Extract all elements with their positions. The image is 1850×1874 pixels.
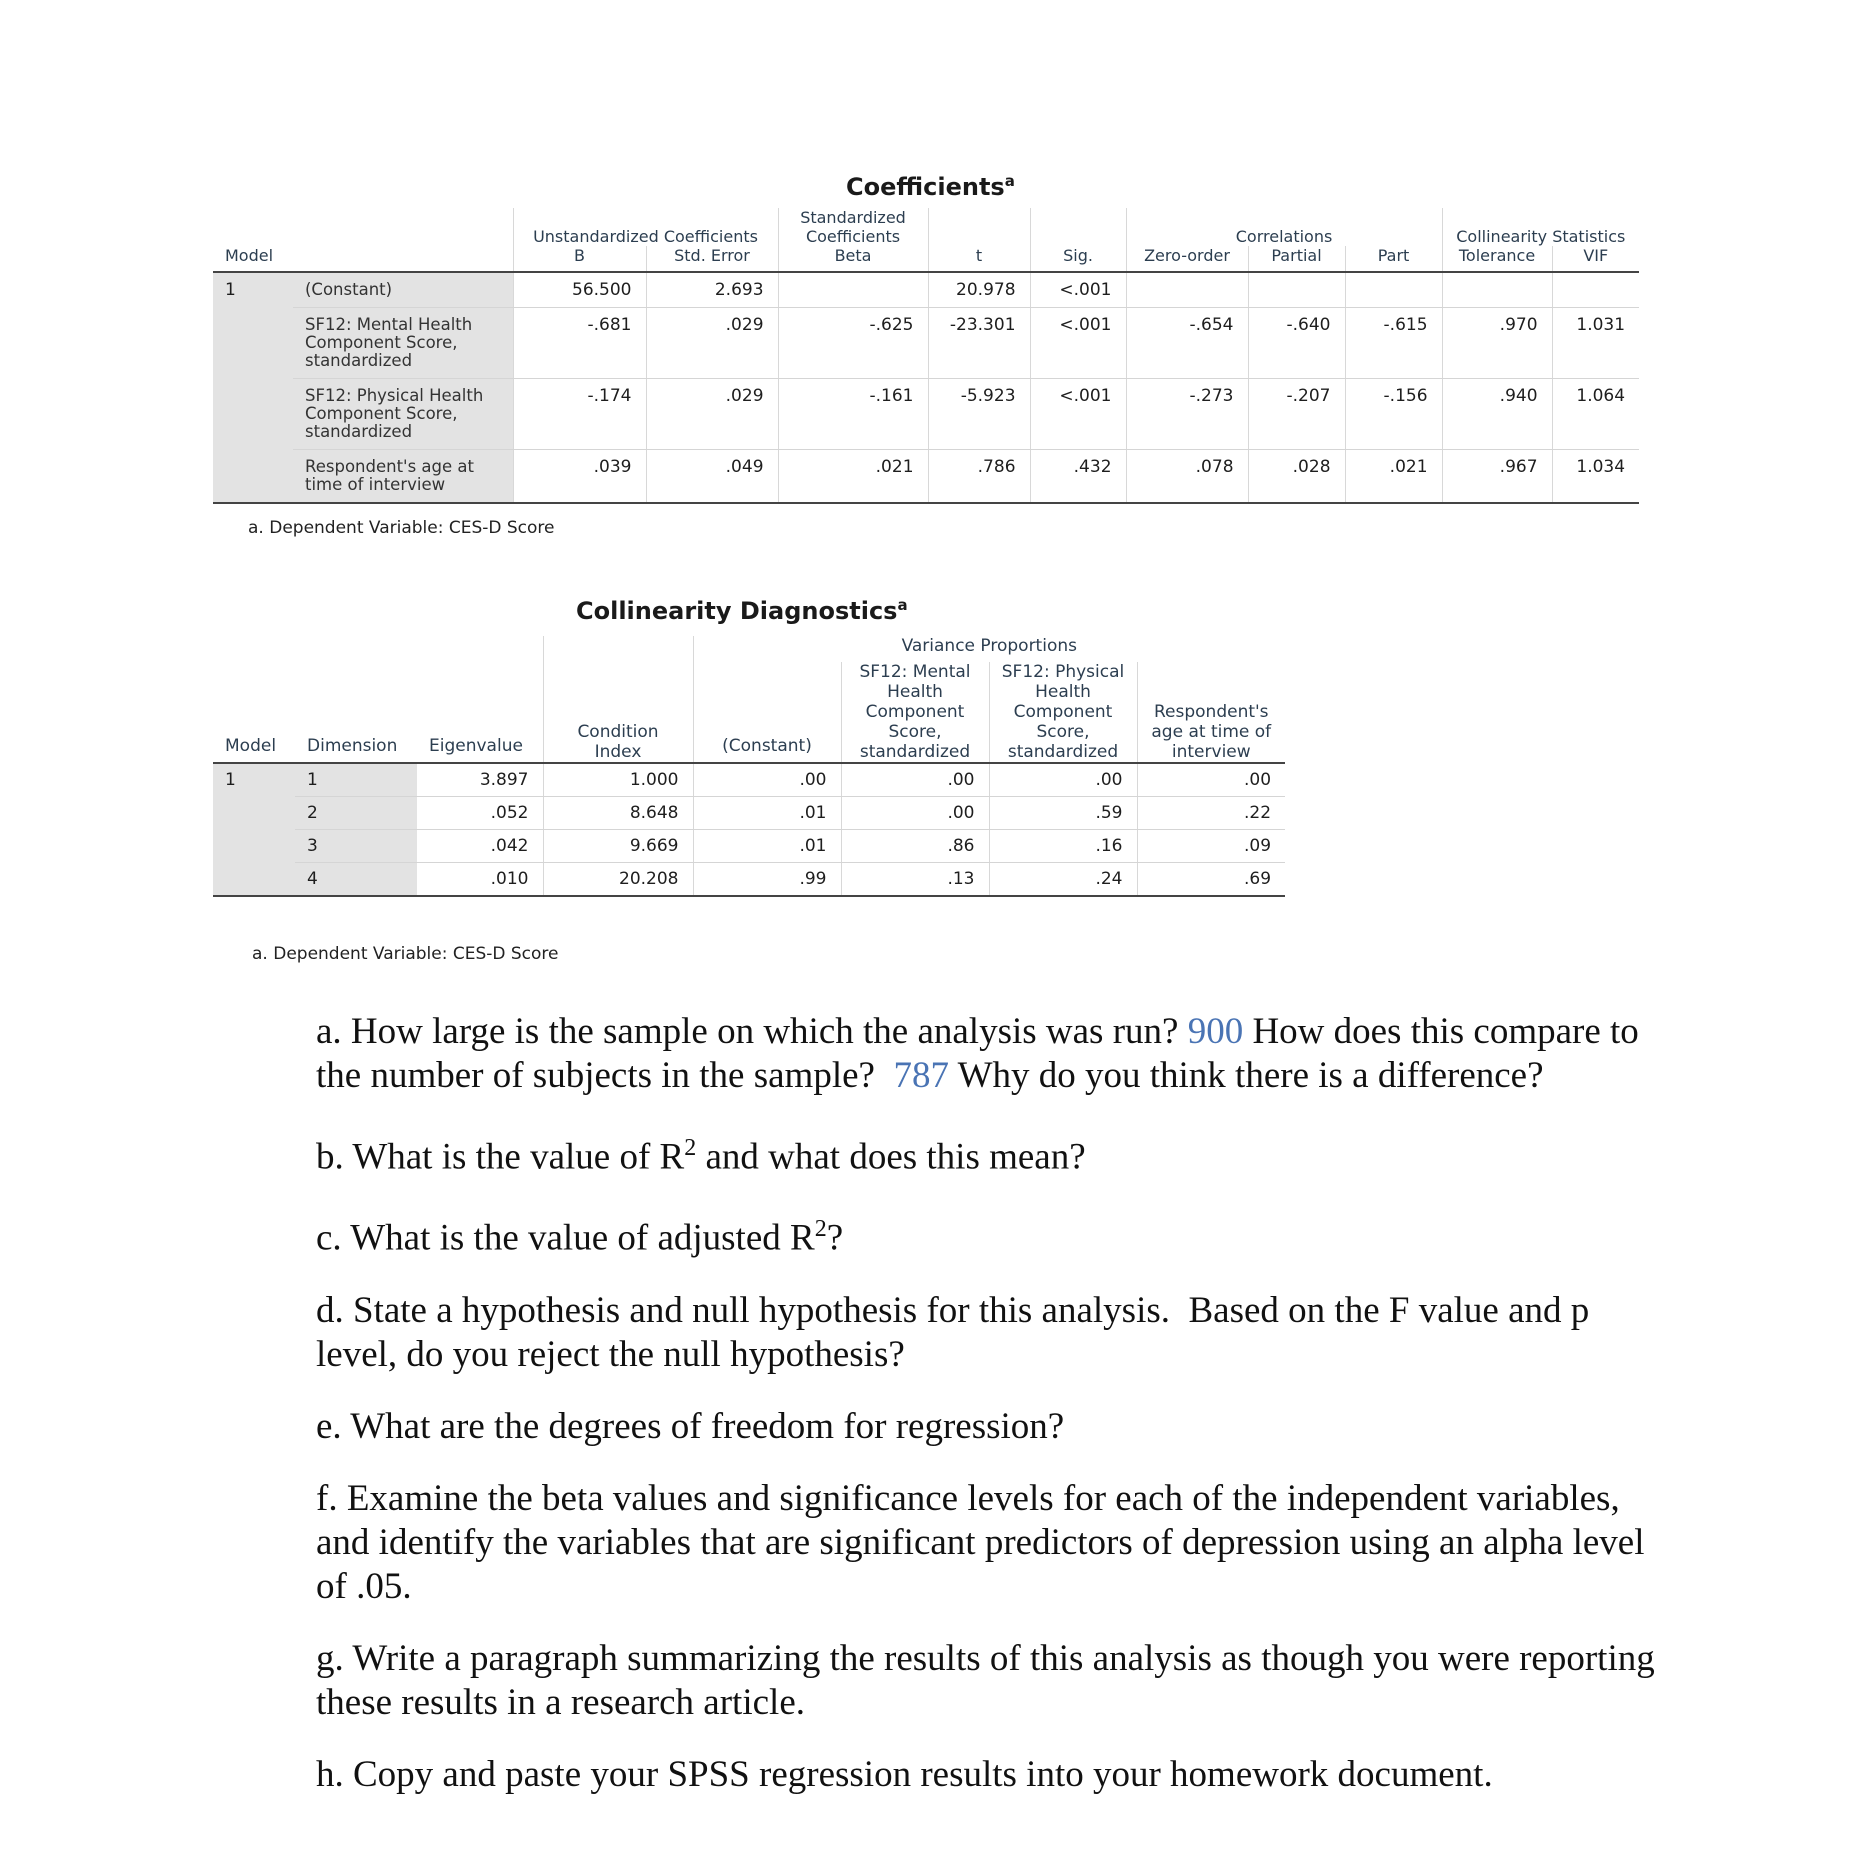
table-row bbox=[213, 308, 1639, 379]
dimension-value: 2 bbox=[295, 797, 417, 830]
condition-index-value: 20.208 bbox=[543, 863, 693, 897]
beta-header: Beta bbox=[778, 246, 928, 272]
part-value: -.156 bbox=[1345, 379, 1442, 450]
eigenvalue-header: Eigenvalue bbox=[417, 662, 543, 763]
sig-value: <.001 bbox=[1030, 308, 1126, 379]
b-header: B bbox=[513, 246, 646, 272]
zero-order-header: Zero-order bbox=[1126, 246, 1248, 272]
mental-health-header: SF12: Mental Health Component Score, standardized bbox=[841, 662, 989, 763]
question-a-text-1: a. How large is the sample on which the analysis was run? bbox=[316, 1011, 1179, 1052]
question-b-text-1: b. What is the value of R bbox=[316, 1136, 685, 1178]
answer-subject-count: 787 bbox=[893, 1055, 949, 1096]
question-b-sup: 2 bbox=[684, 1135, 697, 1161]
standardized-header-line2: Coefficients bbox=[805, 227, 901, 246]
beta-value bbox=[778, 272, 928, 308]
dimension-header: Dimension bbox=[295, 662, 417, 763]
b-value: 56.500 bbox=[513, 272, 646, 308]
question-f: f. Examine the beta values and significance levels for each of the independent variables, and identify the variables that are significant predictors of depression using an alpha level of .05. bbox=[316, 1477, 1645, 1607]
t-value: -5.923 bbox=[928, 379, 1030, 450]
t-value: 20.978 bbox=[928, 272, 1030, 308]
homework-questions bbox=[316, 1010, 1666, 1825]
zero-order-value: -.273 bbox=[1126, 379, 1248, 450]
diagnostics-title bbox=[576, 596, 908, 625]
diagnostics-footnote: a. Dependent Variable: CES-D Score bbox=[252, 944, 559, 964]
row-label: (Constant) bbox=[293, 272, 513, 308]
part-value: -.615 bbox=[1345, 308, 1442, 379]
se-value: .049 bbox=[646, 450, 778, 504]
unstandardized-header: Unstandardized Coefficients bbox=[513, 208, 778, 246]
coefficients-title-text: Coefficients bbox=[846, 173, 1005, 201]
question-c-text-2: ? bbox=[826, 1217, 844, 1259]
mental-value: .13 bbox=[841, 863, 989, 897]
eigenvalue-value: 3.897 bbox=[417, 763, 543, 797]
age-value: .09 bbox=[1137, 830, 1285, 863]
age-value: .22 bbox=[1137, 797, 1285, 830]
model-header: Model bbox=[213, 662, 295, 763]
zero-order-value: .078 bbox=[1126, 450, 1248, 504]
b-value: -.681 bbox=[513, 308, 646, 379]
partial-value: -.640 bbox=[1248, 308, 1345, 379]
mental-value: .00 bbox=[841, 763, 989, 797]
t-value: .786 bbox=[928, 450, 1030, 504]
table-row bbox=[213, 830, 1285, 863]
sig-value: .432 bbox=[1030, 450, 1126, 504]
physical-health-header: SF12: Physical Health Component Score, standardized bbox=[989, 662, 1137, 763]
coefficients-title-sup: a bbox=[1004, 172, 1015, 190]
tolerance-value: .970 bbox=[1442, 308, 1552, 379]
mental-value: .00 bbox=[841, 797, 989, 830]
variance-proportions-header: Variance Proportions bbox=[693, 636, 1285, 662]
constant-value: .00 bbox=[693, 763, 841, 797]
physical-value: .59 bbox=[989, 797, 1137, 830]
constant-value: .01 bbox=[693, 830, 841, 863]
table-row bbox=[213, 797, 1285, 830]
partial-value bbox=[1248, 272, 1345, 308]
zero-order-value: -.654 bbox=[1126, 308, 1248, 379]
dimension-value: 4 bbox=[295, 863, 417, 897]
part-value: .021 bbox=[1345, 450, 1442, 504]
vif-value: 1.064 bbox=[1552, 379, 1639, 450]
sig-value: <.001 bbox=[1030, 379, 1126, 450]
table-row bbox=[213, 272, 1639, 308]
collinearity-diagnostics-table bbox=[213, 636, 1285, 897]
question-b-text-2: and what does this mean? bbox=[705, 1136, 1086, 1178]
partial-value: -.207 bbox=[1248, 379, 1345, 450]
mental-value: .86 bbox=[841, 830, 989, 863]
row-label: SF12: Mental Health Component Score, standardized bbox=[293, 308, 513, 379]
table-row bbox=[213, 379, 1639, 450]
sig-value: <.001 bbox=[1030, 272, 1126, 308]
tolerance-header: Tolerance bbox=[1442, 246, 1552, 272]
age-value: .69 bbox=[1137, 863, 1285, 897]
vif-header: VIF bbox=[1552, 246, 1639, 272]
std-error-header: Std. Error bbox=[646, 246, 778, 272]
t-value: -23.301 bbox=[928, 308, 1030, 379]
vif-value bbox=[1552, 272, 1639, 308]
question-c bbox=[316, 1207, 1666, 1260]
condition-index-header: Condition Index bbox=[543, 662, 693, 763]
diagnostics-title-sup: a bbox=[897, 596, 908, 614]
age-value: .00 bbox=[1137, 763, 1285, 797]
vif-value: 1.031 bbox=[1552, 308, 1639, 379]
question-a bbox=[316, 1010, 1666, 1098]
constant-header: (Constant) bbox=[693, 662, 841, 763]
age-header: Respondent's age at time of interview bbox=[1137, 662, 1285, 763]
standardized-header-line1: Standardized bbox=[800, 208, 906, 227]
part-value bbox=[1345, 272, 1442, 308]
table-row bbox=[213, 763, 1285, 797]
eigenvalue-value: .042 bbox=[417, 830, 543, 863]
correlations-header: Correlations bbox=[1126, 208, 1442, 246]
tolerance-value bbox=[1442, 272, 1552, 308]
condition-index-value: 9.669 bbox=[543, 830, 693, 863]
model-header: Model bbox=[213, 246, 513, 272]
partial-value: .028 bbox=[1248, 450, 1345, 504]
question-g: g. Write a paragraph summarizing the results of this analysis as though you were reporting these results in a research article. bbox=[316, 1637, 1655, 1723]
tolerance-value: .967 bbox=[1442, 450, 1552, 504]
sig-header: Sig. bbox=[1030, 246, 1126, 272]
beta-value: -.161 bbox=[778, 379, 928, 450]
se-value: .029 bbox=[646, 379, 778, 450]
coefficients-table bbox=[213, 208, 1639, 504]
constant-value: .01 bbox=[693, 797, 841, 830]
question-h: h. Copy and paste your SPSS regression results into your homework document. bbox=[316, 1753, 1493, 1795]
coefficients-title bbox=[846, 172, 1015, 201]
vif-value: 1.034 bbox=[1552, 450, 1639, 504]
beta-value: .021 bbox=[778, 450, 928, 504]
diagnostics-title-text: Collinearity Diagnostics bbox=[576, 597, 898, 625]
se-value: 2.693 bbox=[646, 272, 778, 308]
part-header: Part bbox=[1345, 246, 1442, 272]
condition-index-value: 1.000 bbox=[543, 763, 693, 797]
question-b bbox=[316, 1126, 1666, 1179]
question-e: e. What are the degrees of freedom for regression? bbox=[316, 1405, 1065, 1447]
partial-header: Partial bbox=[1248, 246, 1345, 272]
zero-order-value bbox=[1126, 272, 1248, 308]
t-header: t bbox=[928, 246, 1030, 272]
b-value: -.174 bbox=[513, 379, 646, 450]
question-c-sup: 2 bbox=[814, 1216, 827, 1243]
row-label: SF12: Physical Health Component Score, standardized bbox=[293, 379, 513, 450]
constant-value: .99 bbox=[693, 863, 841, 897]
coefficients-footnote: a. Dependent Variable: CES-D Score bbox=[248, 518, 555, 538]
model-number: 1 bbox=[213, 763, 295, 797]
eigenvalue-value: .010 bbox=[417, 863, 543, 897]
question-a-text-2: How does this compare to the number of subjects in the sample? bbox=[316, 1011, 1639, 1096]
question-a-text-3: Why do you think there is a difference? bbox=[957, 1055, 1544, 1096]
dimension-value: 1 bbox=[295, 763, 417, 797]
row-label: Respondent's age at time of interview bbox=[293, 450, 513, 504]
eigenvalue-value: .052 bbox=[417, 797, 543, 830]
question-d: d. State a hypothesis and null hypothesis for this analysis. Based on the F value and p level, do you reject the null hypothesis? bbox=[316, 1289, 1599, 1375]
standardized-header bbox=[778, 208, 928, 246]
collinearity-statistics-header: Collinearity Statistics bbox=[1442, 208, 1639, 246]
dimension-value: 3 bbox=[295, 830, 417, 863]
b-value: .039 bbox=[513, 450, 646, 504]
model-number: 1 bbox=[213, 272, 293, 308]
beta-value: -.625 bbox=[778, 308, 928, 379]
table-row bbox=[213, 450, 1639, 504]
answer-sample-size: 900 bbox=[1187, 1011, 1244, 1052]
physical-value: .24 bbox=[989, 863, 1137, 897]
se-value: .029 bbox=[646, 308, 778, 379]
tolerance-value: .940 bbox=[1442, 379, 1552, 450]
question-c-text-1: c. What is the value of adjusted R bbox=[316, 1217, 815, 1259]
physical-value: .16 bbox=[989, 830, 1137, 863]
physical-value: .00 bbox=[989, 763, 1137, 797]
table-row bbox=[213, 863, 1285, 897]
condition-index-value: 8.648 bbox=[543, 797, 693, 830]
